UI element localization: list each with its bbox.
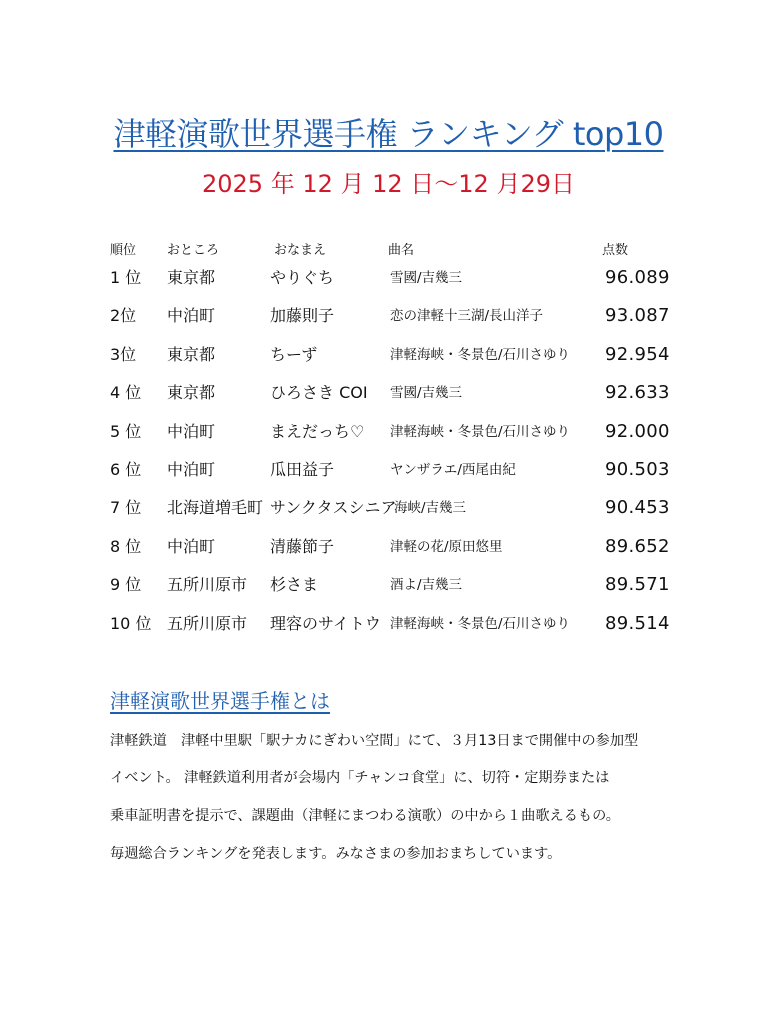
name-cell: ちーず [270, 344, 318, 364]
about-text-line: 毎週総合ランキングを発表します。みなさまの参加おまちしています。 [110, 846, 562, 862]
name-cell: サンクタスシニア [270, 498, 397, 518]
rank-cell: 3位 [110, 344, 137, 364]
header-name: おなまえ [274, 243, 327, 258]
name-cell: やりぐち [270, 268, 335, 287]
header-song: 曲名 [388, 243, 415, 258]
score-cell: 89.514 [605, 612, 670, 634]
name-cell: 瓜田益子 [270, 459, 335, 479]
about-heading: 津軽演歌世界選手権とは [110, 689, 330, 713]
name-cell: 杉さま [270, 575, 319, 595]
song-cell: 津軽海峡・冬景色/石川さゆり [390, 615, 571, 632]
table-row [110, 302, 690, 340]
ranking-table [110, 238, 690, 648]
rank-cell: 10 位 [110, 613, 152, 633]
place-cell: 中泊町 [167, 306, 216, 326]
score-cell: 90.453 [605, 497, 670, 519]
song-cell: 津軽海峡・冬景色/石川さゆり [390, 423, 571, 440]
score-cell: 93.087 [605, 305, 670, 327]
song-cell: 恋の津軽十三湖/長山洋子 [390, 308, 544, 325]
table-row [110, 379, 690, 417]
place-cell: 中泊町 [167, 536, 216, 556]
rank-cell: 4 位 [110, 383, 142, 403]
header-place: おところ [167, 243, 220, 258]
table-row [110, 341, 690, 379]
header-score: 点数 [602, 243, 629, 258]
name-cell: ひろさき COI [270, 383, 368, 403]
score-cell: 96.089 [605, 267, 670, 288]
name-cell: 理容のサイトウ [270, 613, 381, 633]
table-row [110, 494, 690, 532]
about-text-line: 津軽鉄道 津軽中里駅「駅ナカにぎわい空間」にて、３月13日まで開催中の参加型 [110, 733, 639, 749]
name-cell: 加藤則子 [270, 306, 335, 326]
place-cell: 北海道増毛町 [167, 498, 264, 518]
score-cell: 90.503 [605, 458, 670, 480]
rank-cell: 7 位 [110, 498, 142, 518]
page-title: 津軽演歌世界選手権 ランキング top10 [113, 115, 664, 153]
rank-cell: 8 位 [110, 536, 142, 556]
table-row [110, 456, 690, 494]
name-cell: まえだっち♡ [270, 421, 365, 441]
table-row [110, 610, 690, 648]
score-cell: 92.633 [605, 382, 670, 404]
place-cell: 五所川原市 [167, 613, 248, 633]
score-cell: 89.652 [605, 535, 670, 557]
event-period: 2025 年 12 月 12 日～12 月29日 [201, 170, 575, 198]
rank-cell: 1 位 [110, 268, 142, 287]
score-cell: 92.000 [605, 420, 670, 442]
place-cell: 五所川原市 [167, 575, 248, 595]
place-cell: 中泊町 [167, 459, 216, 479]
score-cell: 89.571 [605, 574, 670, 596]
header-rank: 順位 [110, 243, 137, 258]
song-cell: 雪國/吉幾三 [390, 270, 463, 286]
song-cell: 津軽海峡・冬景色/石川さゆり [390, 346, 571, 363]
place-cell: 東京都 [167, 383, 216, 403]
rank-cell: 9 位 [110, 575, 142, 595]
rank-cell: 5 位 [110, 421, 142, 441]
place-cell: 東京都 [167, 344, 216, 364]
table-header-row [110, 238, 690, 264]
song-cell: 海峡/吉幾三 [394, 500, 467, 517]
rank-cell: 6 位 [110, 459, 142, 479]
name-cell: 清藤節子 [270, 536, 335, 556]
song-cell: 酒よ/吉幾三 [390, 577, 463, 594]
song-cell: ヤンザラエ/西尾由紀 [390, 461, 516, 478]
table-row [110, 571, 690, 609]
score-cell: 92.954 [605, 343, 670, 365]
about-text-line: 乗車証明書を提示で、課題曲（津軽にまつわる演歌）の中から１曲歌えるもの。 [110, 808, 620, 824]
song-cell: 雪國/吉幾三 [390, 385, 463, 402]
table-row [110, 533, 690, 571]
place-cell: 東京都 [167, 268, 216, 287]
song-cell: 津軽の花/原田悠里 [390, 538, 503, 555]
rank-cell: 2位 [110, 306, 137, 326]
table-row [110, 418, 690, 456]
about-text-line: イベント。 津軽鉄道利用者が会場内「チャンコ食堂」に、切符・定期券または [110, 770, 610, 786]
table-row [110, 264, 690, 302]
place-cell: 中泊町 [167, 421, 216, 441]
